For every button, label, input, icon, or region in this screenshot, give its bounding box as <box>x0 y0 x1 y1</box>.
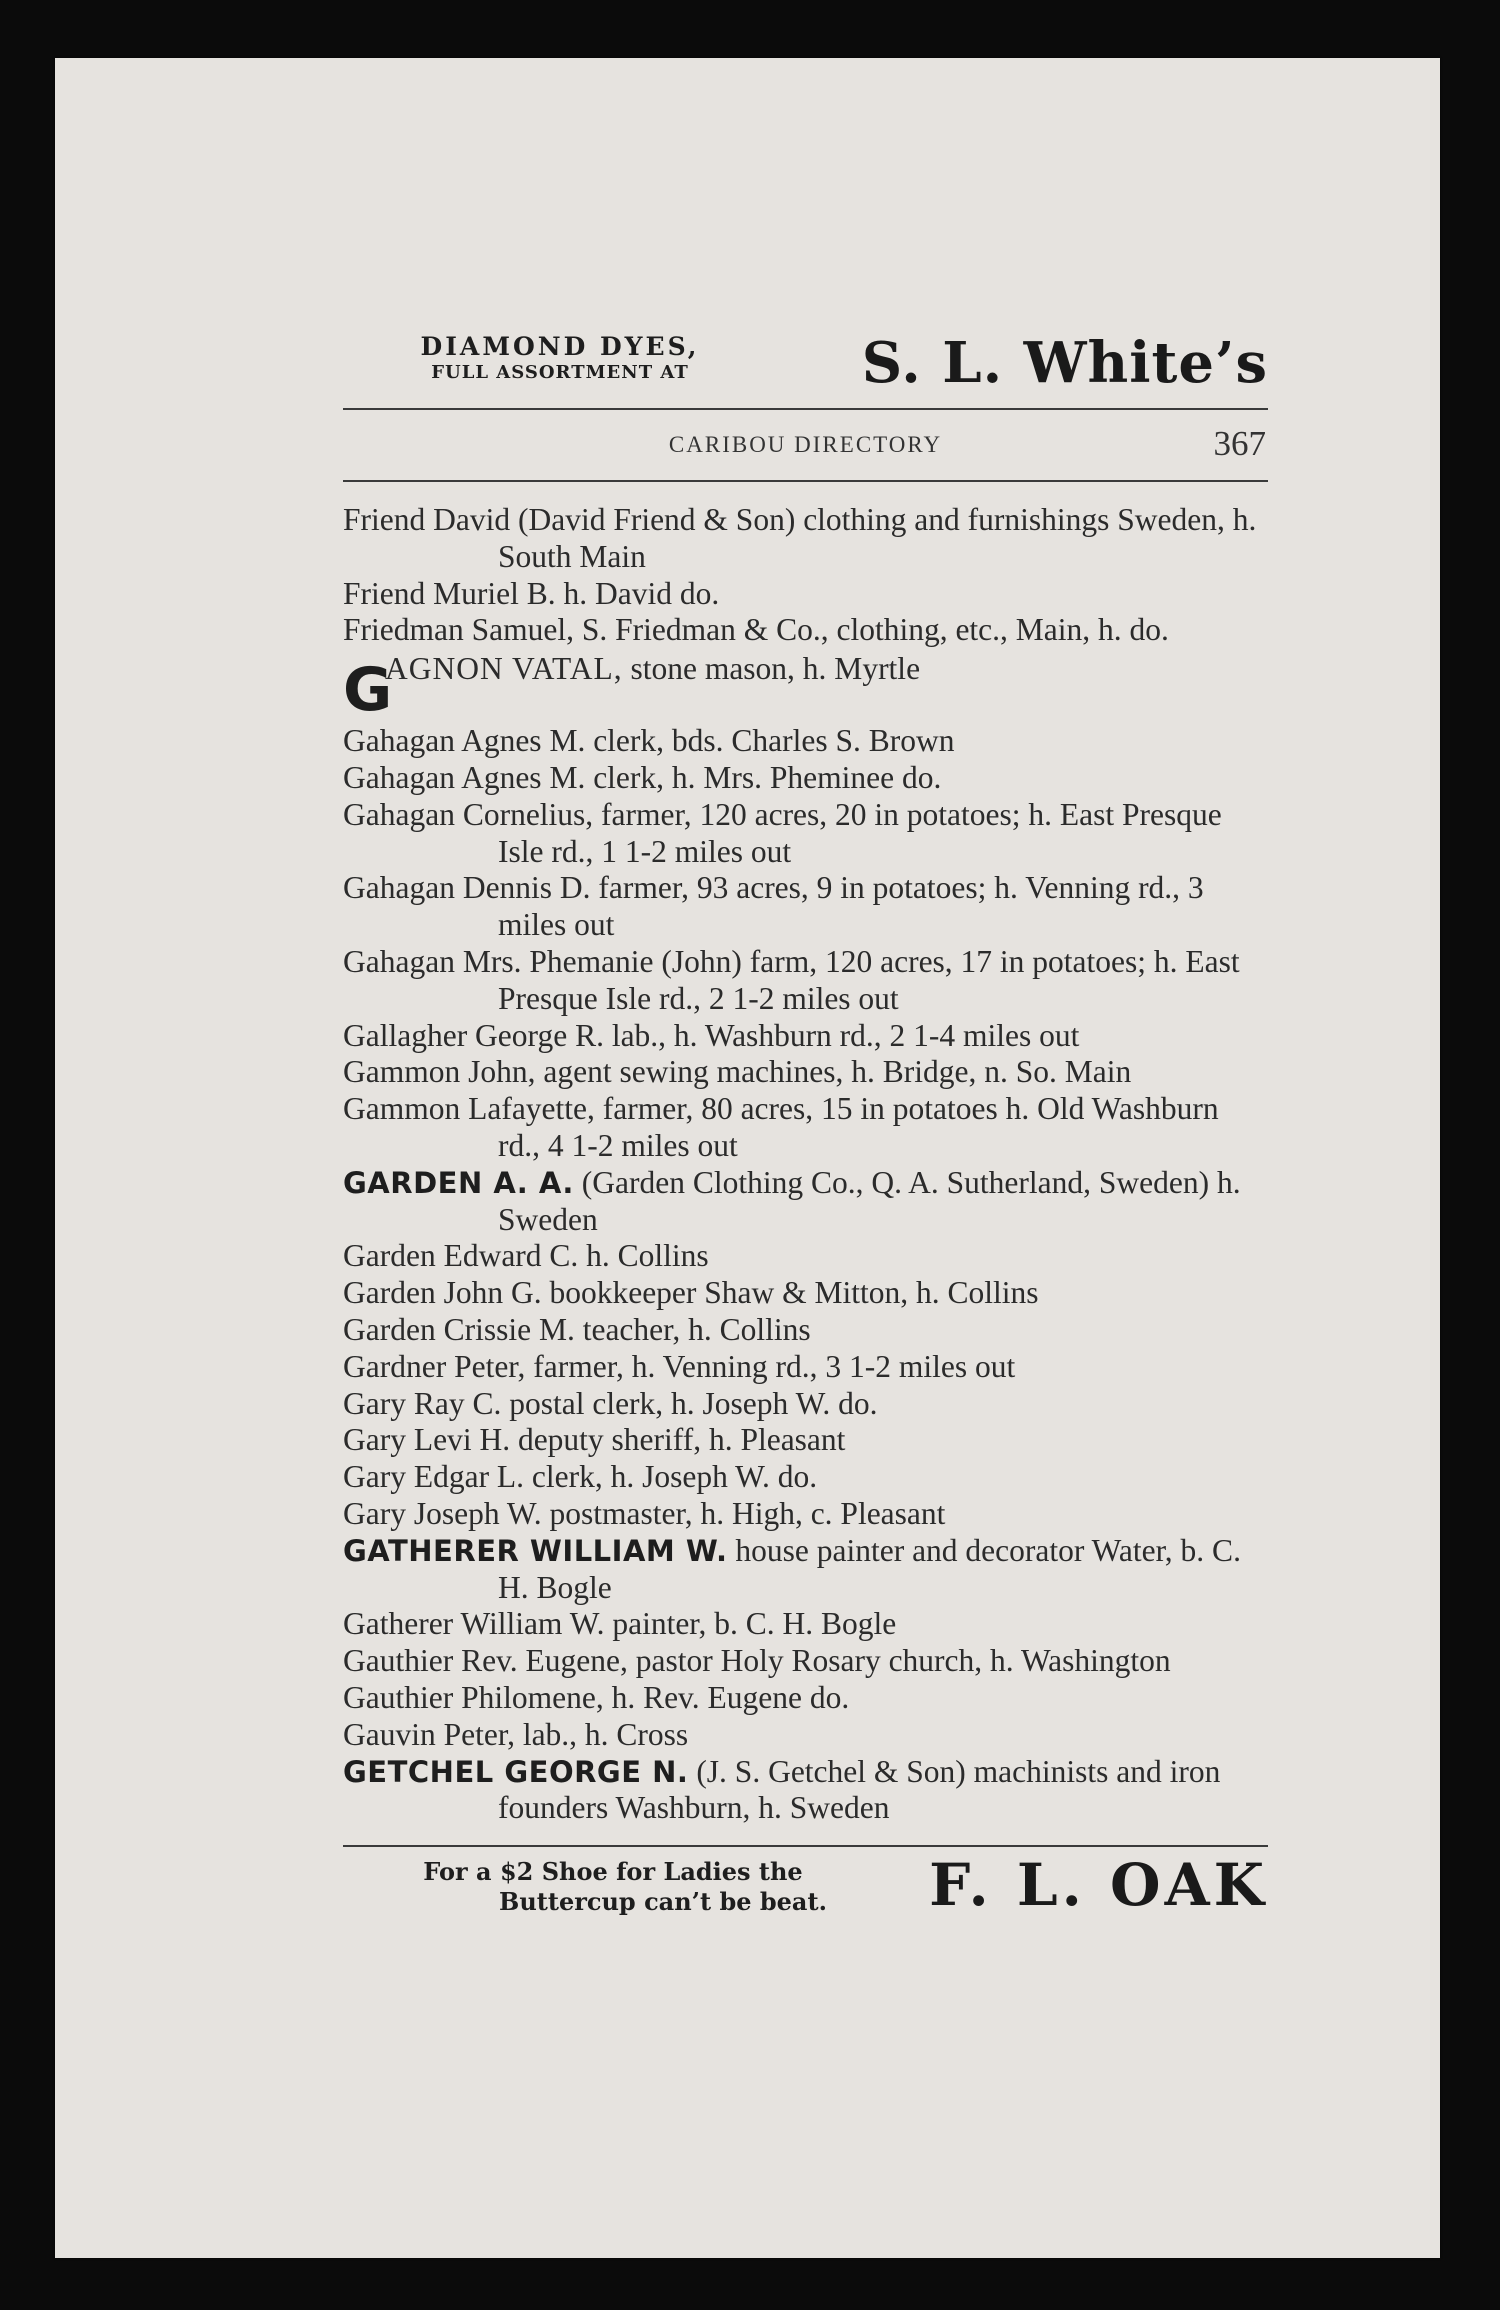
list-item: Gammon Lafayette, farmer, 80 acres, 15 in potatoes h. Old Washburn rd., 4 1-2 miles out <box>343 1091 1219 1163</box>
list-item: Garden Edward C. h. Collins <box>343 1238 709 1274</box>
bold-entry-name: GARDEN A. A. <box>343 1165 574 1200</box>
list-item: Gauthier Rev. Eugene, pastor Holy Rosary church, h. Washington <box>343 1643 1171 1679</box>
page-number: 367 <box>1213 424 1266 463</box>
bold-entry-garden <box>343 1165 1268 1239</box>
list-item: Gatherer William W. painter, b. C. H. Bogle <box>343 1606 897 1642</box>
ad-bottom-line2: Buttercup can’t be beat. <box>499 1887 827 1917</box>
bold-entry-name: GATHERER WILLIAM W. <box>343 1533 728 1568</box>
list-item: Gary Levi H. deputy sheriff, h. Pleasant <box>343 1422 846 1458</box>
ad-bottom-left <box>343 1857 883 1917</box>
bold-entry-rest: (J. S. Getchel & Son) machinists and iron founders Washburn, h. Sweden <box>498 1753 1221 1826</box>
list-item: Gahagan Agnes M. clerk, h. Mrs. Pheminee do. <box>343 759 942 795</box>
drop-cap-letter: G <box>343 655 393 726</box>
list-item: Garden Crissie M. teacher, h. Collins <box>343 1311 811 1347</box>
list-item: Gardner Peter, farmer, h. Venning rd., 3 1-2 miles out <box>343 1348 1016 1384</box>
ad-bottom-line1: For a $2 Shoe for Ladies the <box>423 1857 803 1887</box>
header-rule-bottom <box>343 480 1268 482</box>
bold-entry-rest: (Garden Clothing Co., Q. A. Sutherland, Sweden) h. Sweden <box>498 1164 1241 1237</box>
list-item: Friedman Samuel, S. Friedman & Co., clothing, etc., Main, h. do. <box>343 612 1169 648</box>
list-item: Garden John G. bookkeeper Shaw & Mitton, h. Collins <box>343 1275 1039 1311</box>
ad-top-brand: S. L. White’s <box>861 330 1268 396</box>
list-item: Gahagan Cornelius, farmer, 120 acres, 20 in potatoes; h. East Presque Isle rd., 1 1-2 miles out <box>343 796 1222 869</box>
ad-top-line2: FULL ASSORTMENT AT <box>431 362 689 383</box>
bold-entry-rest: house painter and decorator Water, b. C. H. Bogle <box>498 1532 1241 1605</box>
list-item: Gahagan Dennis D. farmer, 93 acres, 9 in potatoes; h. Venning rd., 3 miles out <box>343 870 1204 943</box>
list-item: Gammon John, agent sewing machines, h. Bridge, n. So. Main <box>343 1054 1132 1090</box>
list-item: Gahagan Agnes M. clerk, bds. Charles S. Brown <box>343 723 955 759</box>
bold-entry-getchel <box>343 1754 1268 1828</box>
bold-entry-name: GETCHEL GEORGE N. <box>343 1754 689 1789</box>
running-head-title: CARIBOU DIRECTORY <box>668 432 943 457</box>
directory-entries <box>343 502 1268 1827</box>
bottom-advertisement <box>343 1847 1268 1937</box>
list-item: Gauvin Peter, lab., h. Cross <box>343 1716 689 1752</box>
list-item: Gary Joseph W. postmaster, h. High, c. Pleasant <box>343 1495 946 1531</box>
list-item: Gahagan Mrs. Phemanie (John) farm, 120 acres, 17 in potatoes; h. East Presque Isle rd., 2 1-2 miles out <box>343 943 1240 1016</box>
list-item: Gallagher George R. lab., h. Washburn rd., 2 1-4 miles out <box>343 1017 1080 1053</box>
page-content <box>343 328 1268 1937</box>
top-advertisement <box>343 328 1268 408</box>
directory-page <box>55 58 1440 2258</box>
list-item: Friend David (David Friend & Son) clothing and furnishings Sweden, h. South Main <box>343 502 1257 574</box>
dropcap-entry-rest: stone mason, h. Myrtle <box>622 651 921 687</box>
ad-top-left <box>345 333 775 385</box>
list-item: Gauthier Philomene, h. Rev. Eugene do. <box>343 1679 850 1715</box>
bold-entry-gatherer <box>343 1533 1268 1607</box>
ad-top-line1: DIAMOND DYES, <box>420 332 700 361</box>
list-item: Gary Edgar L. clerk, h. Joseph W. do. <box>343 1459 818 1495</box>
running-head <box>343 410 1268 480</box>
ad-bottom-brand: F. L. OAK <box>929 1851 1268 1920</box>
list-item: Friend Muriel B. h. David do. <box>343 575 720 611</box>
list-item: Gary Ray C. postal clerk, h. Joseph W. do. <box>343 1385 878 1421</box>
section-g-first-entry <box>343 649 1268 726</box>
dropcap-entry-name: AGNON VATAL, <box>385 651 623 687</box>
